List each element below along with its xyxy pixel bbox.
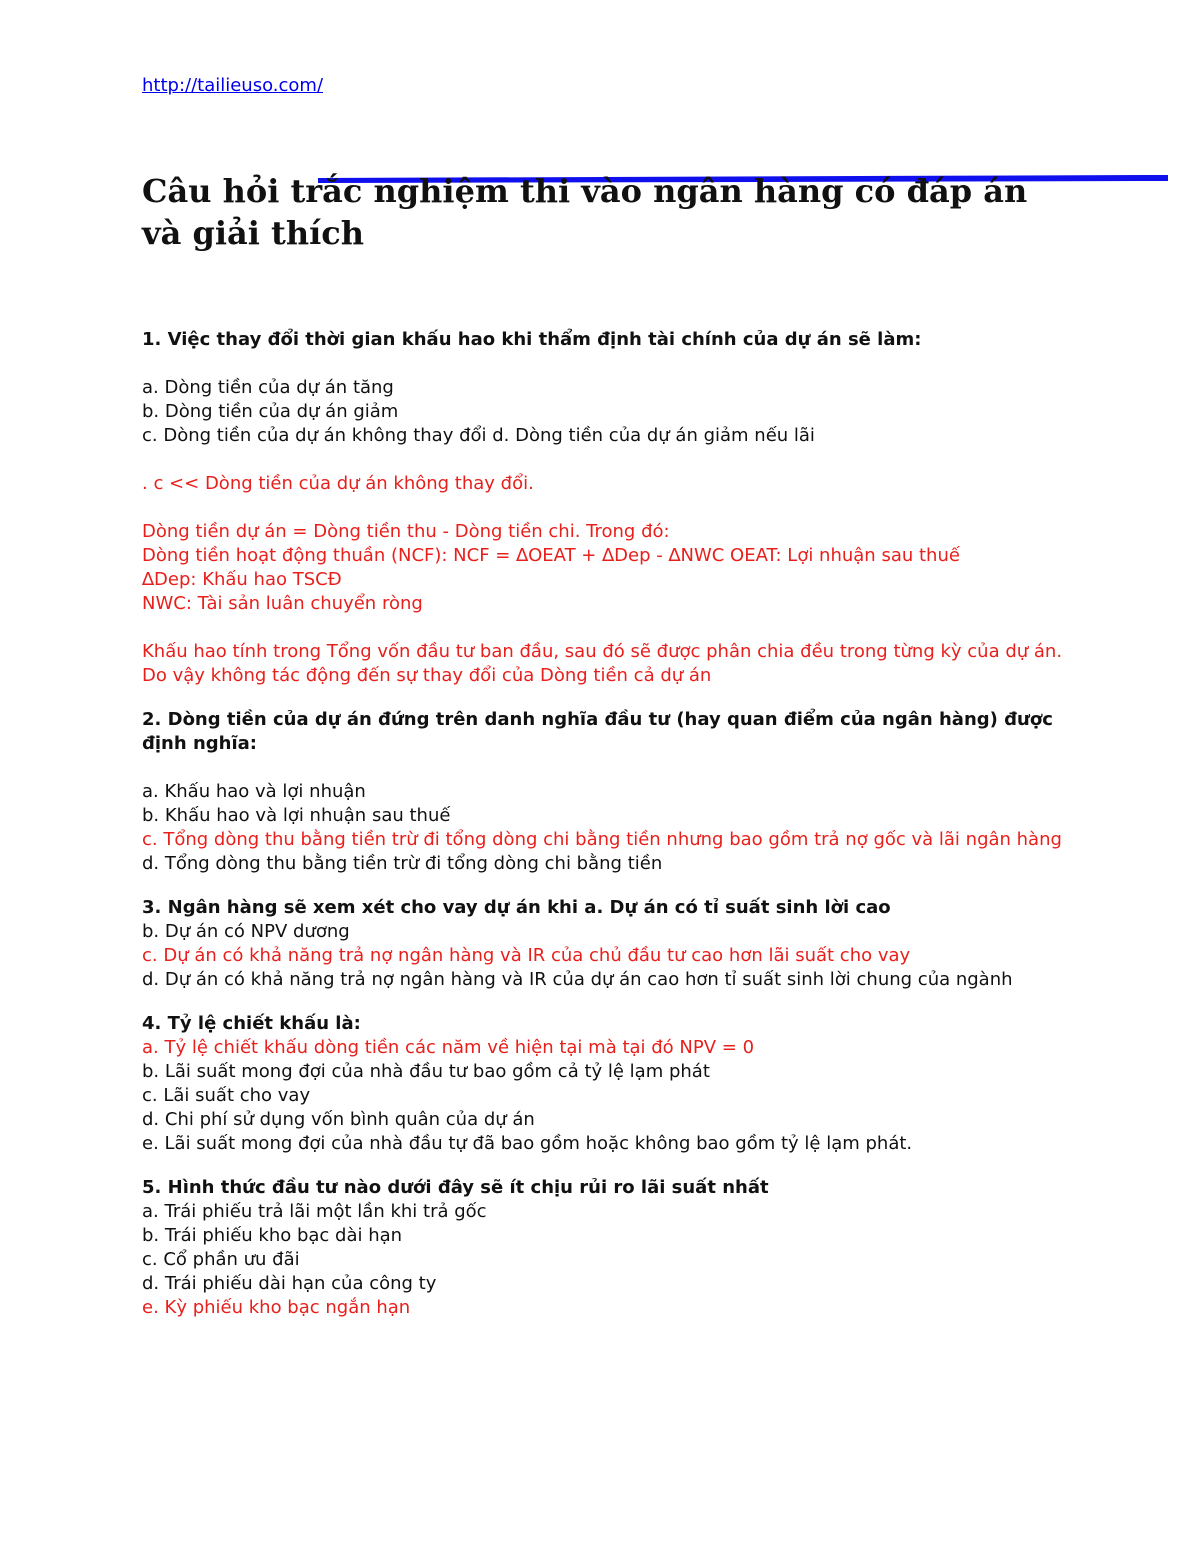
question-4-option-d: d. Chi phí sử dụng vốn bình quân của dự án — [142, 1109, 535, 1130]
question-5-option-c: c. Cổ phần ưu đãi — [142, 1249, 300, 1270]
question-1-explanation-line: ∆Dep: Khấu hao TSCĐ — [142, 569, 342, 590]
question-1-prompt: 1. Việc thay đổi thời gian khấu hao khi thẩm định tài chính của dự án sẽ làm: — [142, 329, 922, 350]
question-4-option-c: c. Lãi suất cho vay — [142, 1085, 311, 1106]
question-1-explanation-line: Dòng tiền dự án = Dòng tiền thu - Dòng tiền chi. Trong đó: — [142, 521, 670, 542]
question-3-option-c: c. Dự án có khả năng trả nợ ngân hàng và IR của chủ đầu tư cao hơn lãi suất cho vay — [142, 945, 911, 966]
question-1-option-b: b. Dòng tiền của dự án giảm — [142, 401, 399, 422]
question-2-option-b: b. Khấu hao và lợi nhuận sau thuế — [142, 805, 451, 826]
question-2-option-c: c. Tổng dòng thu bằng tiền trừ đi tổng dòng chi bằng tiền nhưng bao gồm trả nợ gốc và lãi ngân hàng — [142, 829, 1062, 850]
question-1-option-c: c. Dòng tiền của dự án không thay đổi d. Dòng tiền của dự án giảm nếu lãi — [142, 425, 815, 446]
source-link[interactable]: http://tailieuso.com/ — [142, 75, 324, 96]
document-title: Câu hỏi trắc nghiệm thi vào ngân hàng có đáp án và giải thích — [142, 172, 1028, 252]
question-1-explanation-line: NWC: Tài sản luân chuyển ròng — [142, 593, 423, 614]
question-2-prompt: 2. Dòng tiền của dự án đứng trên danh nghĩa đầu tư (hay quan điểm của ngân hàng) được định nghĩa: — [142, 709, 1053, 754]
question-4-option-a: a. Tỷ lệ chiết khấu dòng tiền các năm về hiện tại mà tại đó NPV = 0 — [142, 1037, 755, 1058]
question-1-option-a: a. Dòng tiền của dự án tăng — [142, 377, 394, 398]
question-1-explanation-line: Dòng tiền hoạt động thuần (NCF): NCF = ∆OEAT + ∆Dep - ∆NWC OEAT: Lợi nhuận sau thuế — [142, 545, 960, 566]
question-5-option-b: b. Trái phiếu kho bạc dài hạn — [142, 1225, 403, 1246]
question-5-option-a: a. Trái phiếu trả lãi một lần khi trả gốc — [142, 1201, 487, 1222]
question-1-explanation-paragraph: Khấu hao tính trong Tổng vốn đầu tư ban đầu, sau đó sẽ được phân chia đều trong từng kỳ của dự án. Do vậy không tác động đến sự thay đổi của Dòng tiền cả dự án — [142, 641, 1063, 686]
question-4-prompt: 4. Tỷ lệ chiết khấu là: — [142, 1013, 361, 1034]
question-4-option-b: b. Lãi suất mong đợi của nhà đầu tư bao gồm cả tỷ lệ lạm phát — [142, 1061, 710, 1082]
question-1-answer: . c << Dòng tiền của dự án không thay đổi. — [142, 473, 534, 494]
question-3-option-b: b. Dự án có NPV dương — [142, 921, 350, 942]
question-4-option-e: e. Lãi suất mong đợi của nhà đầu tự đã bao gồm hoặc không bao gồm tỷ lệ lạm phát. — [142, 1133, 913, 1154]
question-5-option-e: e. Kỳ phiếu kho bạc ngắn hạn — [142, 1297, 411, 1318]
question-2-option-a: a. Khấu hao và lợi nhuận — [142, 781, 366, 802]
question-list — [142, 328, 1082, 1320]
question-2-option-d: d. Tổng dòng thu bằng tiền trừ đi tổng dòng chi bằng tiền — [142, 853, 663, 874]
question-5-prompt: 5. Hình thức đầu tư nào dưới đây sẽ ít chịu rủi ro lãi suất nhất — [142, 1177, 769, 1198]
question-5-option-d: d. Trái phiếu dài hạn của công ty — [142, 1273, 437, 1294]
question-3-prompt: 3. Ngân hàng sẽ xem xét cho vay dự án khi a. Dự án có tỉ suất sinh lời cao — [142, 897, 891, 918]
question-3-option-d: d. Dự án có khả năng trả nợ ngân hàng và IR của dự án cao hơn tỉ suất sinh lời chung của ngành — [142, 969, 1013, 990]
